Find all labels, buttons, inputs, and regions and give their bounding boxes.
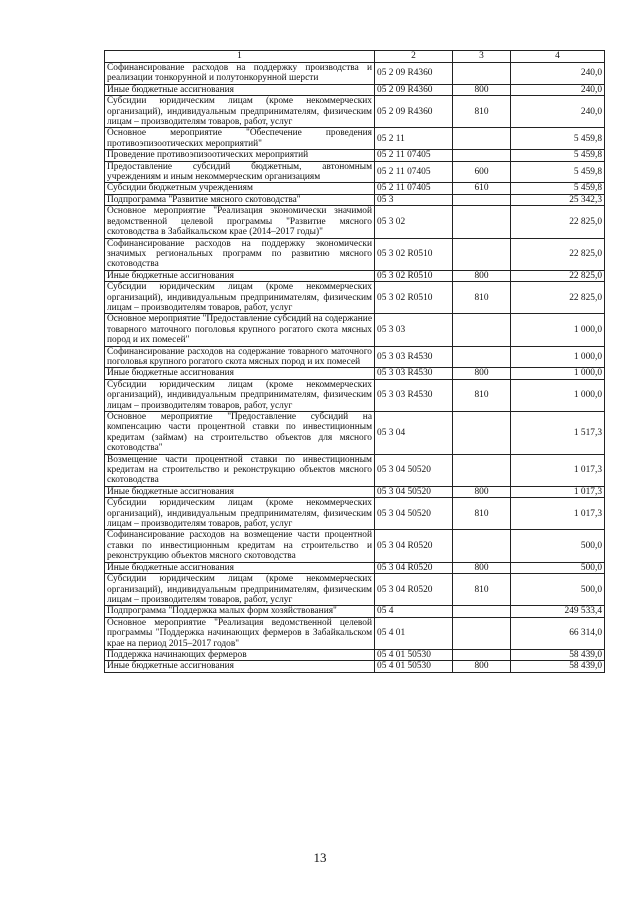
row-expense-type — [453, 606, 511, 617]
row-name: Основное мероприятие "Предоставление субсидий на содержание товарного маточного поголовья крупного рогатого скота мясных пород и их помесей" — [105, 314, 375, 346]
row-amount: 22 825,0 — [511, 270, 605, 281]
page-number: 13 — [313, 850, 327, 865]
row-amount: 5 459,8 — [511, 128, 605, 150]
row-amount: 22 825,0 — [511, 206, 605, 238]
table-row — [105, 183, 605, 194]
row-name: Субсидии юридическим лицам (кроме некоммерческих организаций), индивидуальным предпринимателям, физическим лицам – производителям товаров, работ, услуг — [105, 574, 375, 606]
table-row — [105, 314, 605, 346]
row-code: 05 3 02 R0510 — [375, 238, 453, 270]
row-code: 05 3 04 R0520 — [375, 574, 453, 606]
row-expense-type — [453, 128, 511, 150]
row-name: Проведение противоэпизоотических мероприятий — [105, 150, 375, 161]
row-code: 05 2 11 — [375, 128, 453, 150]
table-row — [105, 368, 605, 379]
table-row — [105, 379, 605, 411]
row-amount: 1 000,0 — [511, 346, 605, 368]
row-code: 05 3 04 R0520 — [375, 530, 453, 562]
row-code: 05 3 04 50520 — [375, 454, 453, 486]
table-row — [105, 238, 605, 270]
table-row — [105, 63, 605, 85]
header-col-3: 3 — [453, 51, 511, 63]
row-amount: 5 459,8 — [511, 183, 605, 194]
row-expense-type: 800 — [453, 270, 511, 281]
header-col-1: 1 — [105, 51, 375, 63]
row-code: 05 3 04 50520 — [375, 498, 453, 530]
row-expense-type — [453, 150, 511, 161]
row-name: Иные бюджетные ассигнования — [105, 661, 375, 672]
table-row — [105, 649, 605, 660]
table-row — [105, 150, 605, 161]
table-row — [105, 486, 605, 497]
row-expense-type — [453, 649, 511, 660]
row-name: Иные бюджетные ассигнования — [105, 486, 375, 497]
row-expense-type — [453, 454, 511, 486]
table-row — [105, 84, 605, 95]
row-code: 05 3 04 50520 — [375, 486, 453, 497]
row-expense-type — [453, 412, 511, 455]
table-row — [105, 194, 605, 205]
row-amount: 58 439,0 — [511, 649, 605, 660]
row-amount: 1 017,3 — [511, 486, 605, 497]
row-name: Субсидии юридическим лицам (кроме некоммерческих организаций), индивидуальным предпринимателям, физическим лицам – производителям товаров, работ, услуг — [105, 498, 375, 530]
table-row — [105, 96, 605, 128]
row-expense-type — [453, 206, 511, 238]
table-row — [105, 282, 605, 314]
table-row — [105, 617, 605, 649]
table-row — [105, 661, 605, 672]
row-name: Субсидии юридическим лицам (кроме некоммерческих организаций), индивидуальным предпринимателям, физическим лицам – производителям товаров, работ, услуг — [105, 379, 375, 411]
row-name: Софинансирование расходов на поддержку экономически значимых региональных программ по развитию мясного скотоводства — [105, 238, 375, 270]
table-header-row — [105, 51, 605, 63]
row-name: Софинансирование расходов на возмещение части процентной ставки по инвестиционным кредитам на строительство и реконструкцию объектов мясного скотоводства — [105, 530, 375, 562]
row-name: Софинансирование расходов на поддержку производства и реализации тонкорунной и полутонкорунной шерсти — [105, 63, 375, 85]
table-body — [105, 51, 605, 673]
row-expense-type: 800 — [453, 84, 511, 95]
row-amount: 240,0 — [511, 63, 605, 85]
row-expense-type — [453, 194, 511, 205]
row-amount: 1 000,0 — [511, 379, 605, 411]
row-amount: 500,0 — [511, 562, 605, 573]
row-amount: 240,0 — [511, 96, 605, 128]
table-row — [105, 206, 605, 238]
row-code: 05 4 01 50530 — [375, 661, 453, 672]
row-code: 05 3 02 R0510 — [375, 270, 453, 281]
table-row — [105, 346, 605, 368]
table-row — [105, 161, 605, 183]
row-name: Субсидии юридическим лицам (кроме некоммерческих организаций), индивидуальным предпринимателям, физическим лицам – производителям товаров, работ, услуг — [105, 96, 375, 128]
row-name: Подпрограмма "Развитие мясного скотоводства" — [105, 194, 375, 205]
row-code: 05 4 — [375, 606, 453, 617]
row-name: Софинансирование расходов на содержание товарного маточного поголовья крупного рогатого скота мясных пород и их помесей — [105, 346, 375, 368]
row-expense-type: 810 — [453, 574, 511, 606]
row-code: 05 3 03 R4530 — [375, 346, 453, 368]
row-amount: 66 314,0 — [511, 617, 605, 649]
table-row — [105, 606, 605, 617]
table-row — [105, 270, 605, 281]
row-expense-type: 610 — [453, 183, 511, 194]
row-name: Предоставление субсидий бюджетным, автономным учреждениям и иным некоммерческим организациям — [105, 161, 375, 183]
budget-table — [104, 50, 605, 673]
row-name: Основное мероприятие "Реализация ведомственной целевой программы "Поддержка начинающих фермеров в Забайкальском крае на период 2015–2017 годов" — [105, 617, 375, 649]
row-code: 05 2 09 R4360 — [375, 63, 453, 85]
row-code: 05 3 03 — [375, 314, 453, 346]
table-row — [105, 128, 605, 150]
row-amount: 249 533,4 — [511, 606, 605, 617]
row-expense-type: 800 — [453, 661, 511, 672]
row-expense-type: 810 — [453, 498, 511, 530]
row-name: Возмещение части процентной ставки по инвестиционным кредитам на строительство и реконструкцию объектов мясного скотоводства — [105, 454, 375, 486]
row-name: Иные бюджетные ассигнования — [105, 368, 375, 379]
row-amount: 1 017,3 — [511, 454, 605, 486]
row-name: Субсидии юридическим лицам (кроме некоммерческих организаций), индивидуальным предпринимателям, физическим лицам – производителям товаров, работ, услуг — [105, 282, 375, 314]
row-name: Иные бюджетные ассигнования — [105, 84, 375, 95]
row-code: 05 3 02 — [375, 206, 453, 238]
row-name: Основное мероприятие "Реализация экономически значимой ведомственной целевой программы "Развитие мясного скотоводства в Забайкальском крае (2014–2017 годы)" — [105, 206, 375, 238]
row-expense-type — [453, 314, 511, 346]
row-code: 05 3 04 R0520 — [375, 562, 453, 573]
row-name: Иные бюджетные ассигнования — [105, 562, 375, 573]
row-name: Подпрограмма "Поддержка малых форм хозяйствования" — [105, 606, 375, 617]
row-code: 05 2 11 07405 — [375, 183, 453, 194]
header-col-4: 4 — [511, 51, 605, 63]
row-name: Основное мероприятие "Обеспечение проведения противоэпизоотических мероприятий" — [105, 128, 375, 150]
row-amount: 1 000,0 — [511, 368, 605, 379]
row-code: 05 4 01 50530 — [375, 649, 453, 660]
row-code: 05 3 04 — [375, 412, 453, 455]
row-expense-type: 810 — [453, 282, 511, 314]
table-row — [105, 562, 605, 573]
row-code: 05 3 — [375, 194, 453, 205]
row-name: Субсидии бюджетным учреждениям — [105, 183, 375, 194]
table-row — [105, 454, 605, 486]
row-amount: 1 517,3 — [511, 412, 605, 455]
row-amount: 22 825,0 — [511, 282, 605, 314]
row-expense-type — [453, 238, 511, 270]
row-expense-type — [453, 63, 511, 85]
row-amount: 1 000,0 — [511, 314, 605, 346]
row-name: Иные бюджетные ассигнования — [105, 270, 375, 281]
row-amount: 240,0 — [511, 84, 605, 95]
row-expense-type — [453, 530, 511, 562]
row-name: Поддержка начинающих фермеров — [105, 649, 375, 660]
row-amount: 25 342,3 — [511, 194, 605, 205]
table-row — [105, 530, 605, 562]
row-code: 05 3 03 R4530 — [375, 379, 453, 411]
row-amount: 500,0 — [511, 574, 605, 606]
row-code: 05 2 11 07405 — [375, 161, 453, 183]
row-expense-type: 800 — [453, 368, 511, 379]
row-amount: 500,0 — [511, 530, 605, 562]
row-amount: 22 825,0 — [511, 238, 605, 270]
row-expense-type: 810 — [453, 96, 511, 128]
row-code: 05 2 09 R4360 — [375, 84, 453, 95]
row-code: 05 4 01 — [375, 617, 453, 649]
header-col-2: 2 — [375, 51, 453, 63]
table-row — [105, 412, 605, 455]
row-amount: 1 017,3 — [511, 498, 605, 530]
row-name: Основное мероприятие "Предоставление субсидий на компенсацию части процентной ставки по инвестиционным кредитам (займам) на строительство объектов для мясного скотоводства" — [105, 412, 375, 455]
table-row — [105, 498, 605, 530]
row-expense-type: 810 — [453, 379, 511, 411]
row-code: 05 3 02 R0510 — [375, 282, 453, 314]
row-expense-type — [453, 346, 511, 368]
row-amount: 5 459,8 — [511, 161, 605, 183]
row-code: 05 2 09 R4360 — [375, 96, 453, 128]
row-code: 05 3 03 R4530 — [375, 368, 453, 379]
row-expense-type: 600 — [453, 161, 511, 183]
row-amount: 5 459,8 — [511, 150, 605, 161]
row-code: 05 2 11 07405 — [375, 150, 453, 161]
table-row — [105, 574, 605, 606]
row-amount: 58 439,0 — [511, 661, 605, 672]
row-expense-type — [453, 617, 511, 649]
row-expense-type: 800 — [453, 486, 511, 497]
row-expense-type: 800 — [453, 562, 511, 573]
